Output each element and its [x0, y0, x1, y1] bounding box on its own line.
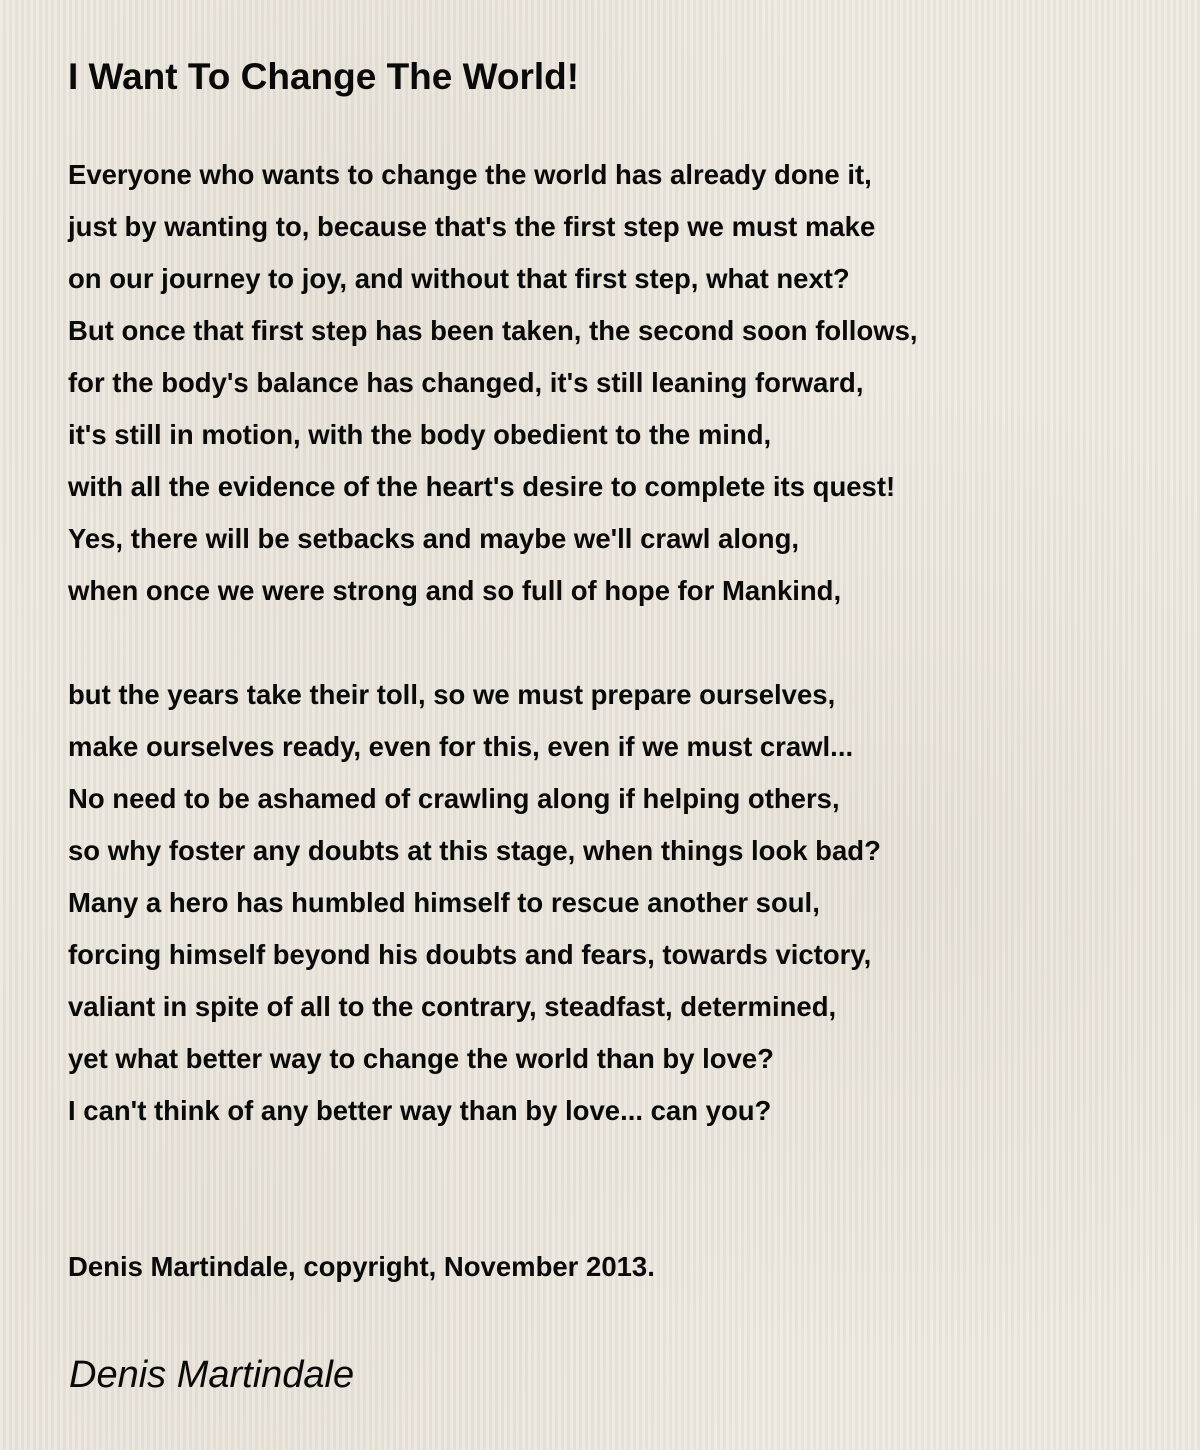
stanza-break — [68, 617, 918, 669]
poem-line: But once that first step has been taken, the second soon follows, — [68, 315, 918, 346]
poem-title: I Want To Change The World! — [68, 56, 580, 97]
copyright-line: Denis Martindale, copyright, November 2013. — [68, 1251, 655, 1282]
poem-line: so why foster any doubts at this stage, when things look bad? — [68, 835, 881, 866]
poem-line: Yes, there will be setbacks and maybe we'll crawl along, — [68, 523, 800, 554]
poem-line: yet what better way to change the world than by love? — [68, 1043, 774, 1074]
poem-line: it's still in motion, with the body obedient to the mind, — [68, 419, 772, 450]
poem-line: for the body's balance has changed, it's still leaning forward, — [68, 367, 864, 398]
author-name[interactable]: Denis Martindale — [69, 1354, 355, 1396]
poem-line: on our journey to joy, and without that first step, what next? — [68, 263, 850, 294]
poem-line: Everyone who wants to change the world has already done it, — [68, 159, 872, 190]
poem-body — [68, 149, 918, 1137]
poem-line: forcing himself beyond his doubts and fears, towards victory, — [68, 939, 872, 970]
poem-line: with all the evidence of the heart's desire to complete its quest! — [68, 471, 896, 502]
poem-line: valiant in spite of all to the contrary, steadfast, determined, — [68, 991, 837, 1022]
poem-line: I can't think of any better way than by love... can you? — [68, 1095, 772, 1126]
poem-line: when once we were strong and so full of hope for Mankind, — [68, 575, 842, 606]
poem-line: Many a hero has humbled himself to rescue another soul, — [68, 887, 820, 918]
poem-line: make ourselves ready, even for this, even if we must crawl... — [68, 731, 854, 762]
poem-line: No need to be ashamed of crawling along if helping others, — [68, 783, 840, 814]
poem-line: just by wanting to, because that's the first step we must make — [68, 211, 876, 242]
poem-line: but the years take their toll, so we must prepare ourselves, — [68, 679, 836, 710]
